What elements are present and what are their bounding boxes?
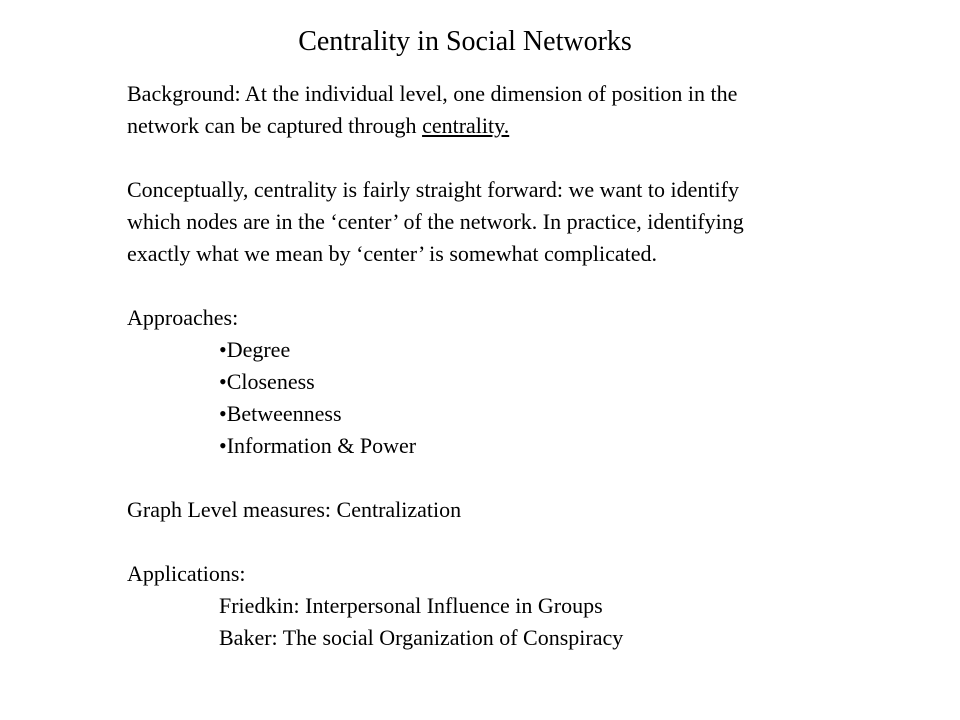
concept-line-3: exactly what we mean by ‘center’ is somewhat complicated. — [127, 241, 658, 266]
application-item: Friedkin: Interpersonal Influence in Groups — [219, 593, 603, 618]
approach-item: •Degree — [219, 337, 291, 362]
slide-title: Centrality in Social Networks — [298, 26, 632, 57]
application-item: Baker: The social Organization of Conspiracy — [219, 625, 624, 650]
spacer — [127, 270, 927, 302]
spacer — [127, 526, 927, 558]
background-line-2-text: network can be captured through — [127, 113, 423, 138]
background-line-2 — [127, 110, 927, 142]
spacer — [127, 462, 927, 494]
background-line-1: Background: At the individual level, one dimension of position in the — [127, 81, 738, 106]
slide-body — [127, 78, 927, 654]
concept-line-2: which nodes are in the ‘center’ of the network. In practice, identifying — [127, 209, 744, 234]
approaches-heading: Approaches: — [127, 305, 239, 330]
centrality-term: centrality. — [422, 113, 510, 138]
approach-item: •Closeness — [219, 369, 315, 394]
applications-heading: Applications: — [127, 561, 246, 586]
concept-line-1: Conceptually, centrality is fairly straight forward: we want to identify — [127, 177, 739, 202]
spacer — [127, 142, 927, 174]
approach-item: •Betweenness — [219, 401, 342, 426]
graph-level-measures: Graph Level measures: Centralization — [127, 497, 462, 522]
approach-item: •Information & Power — [219, 433, 417, 458]
